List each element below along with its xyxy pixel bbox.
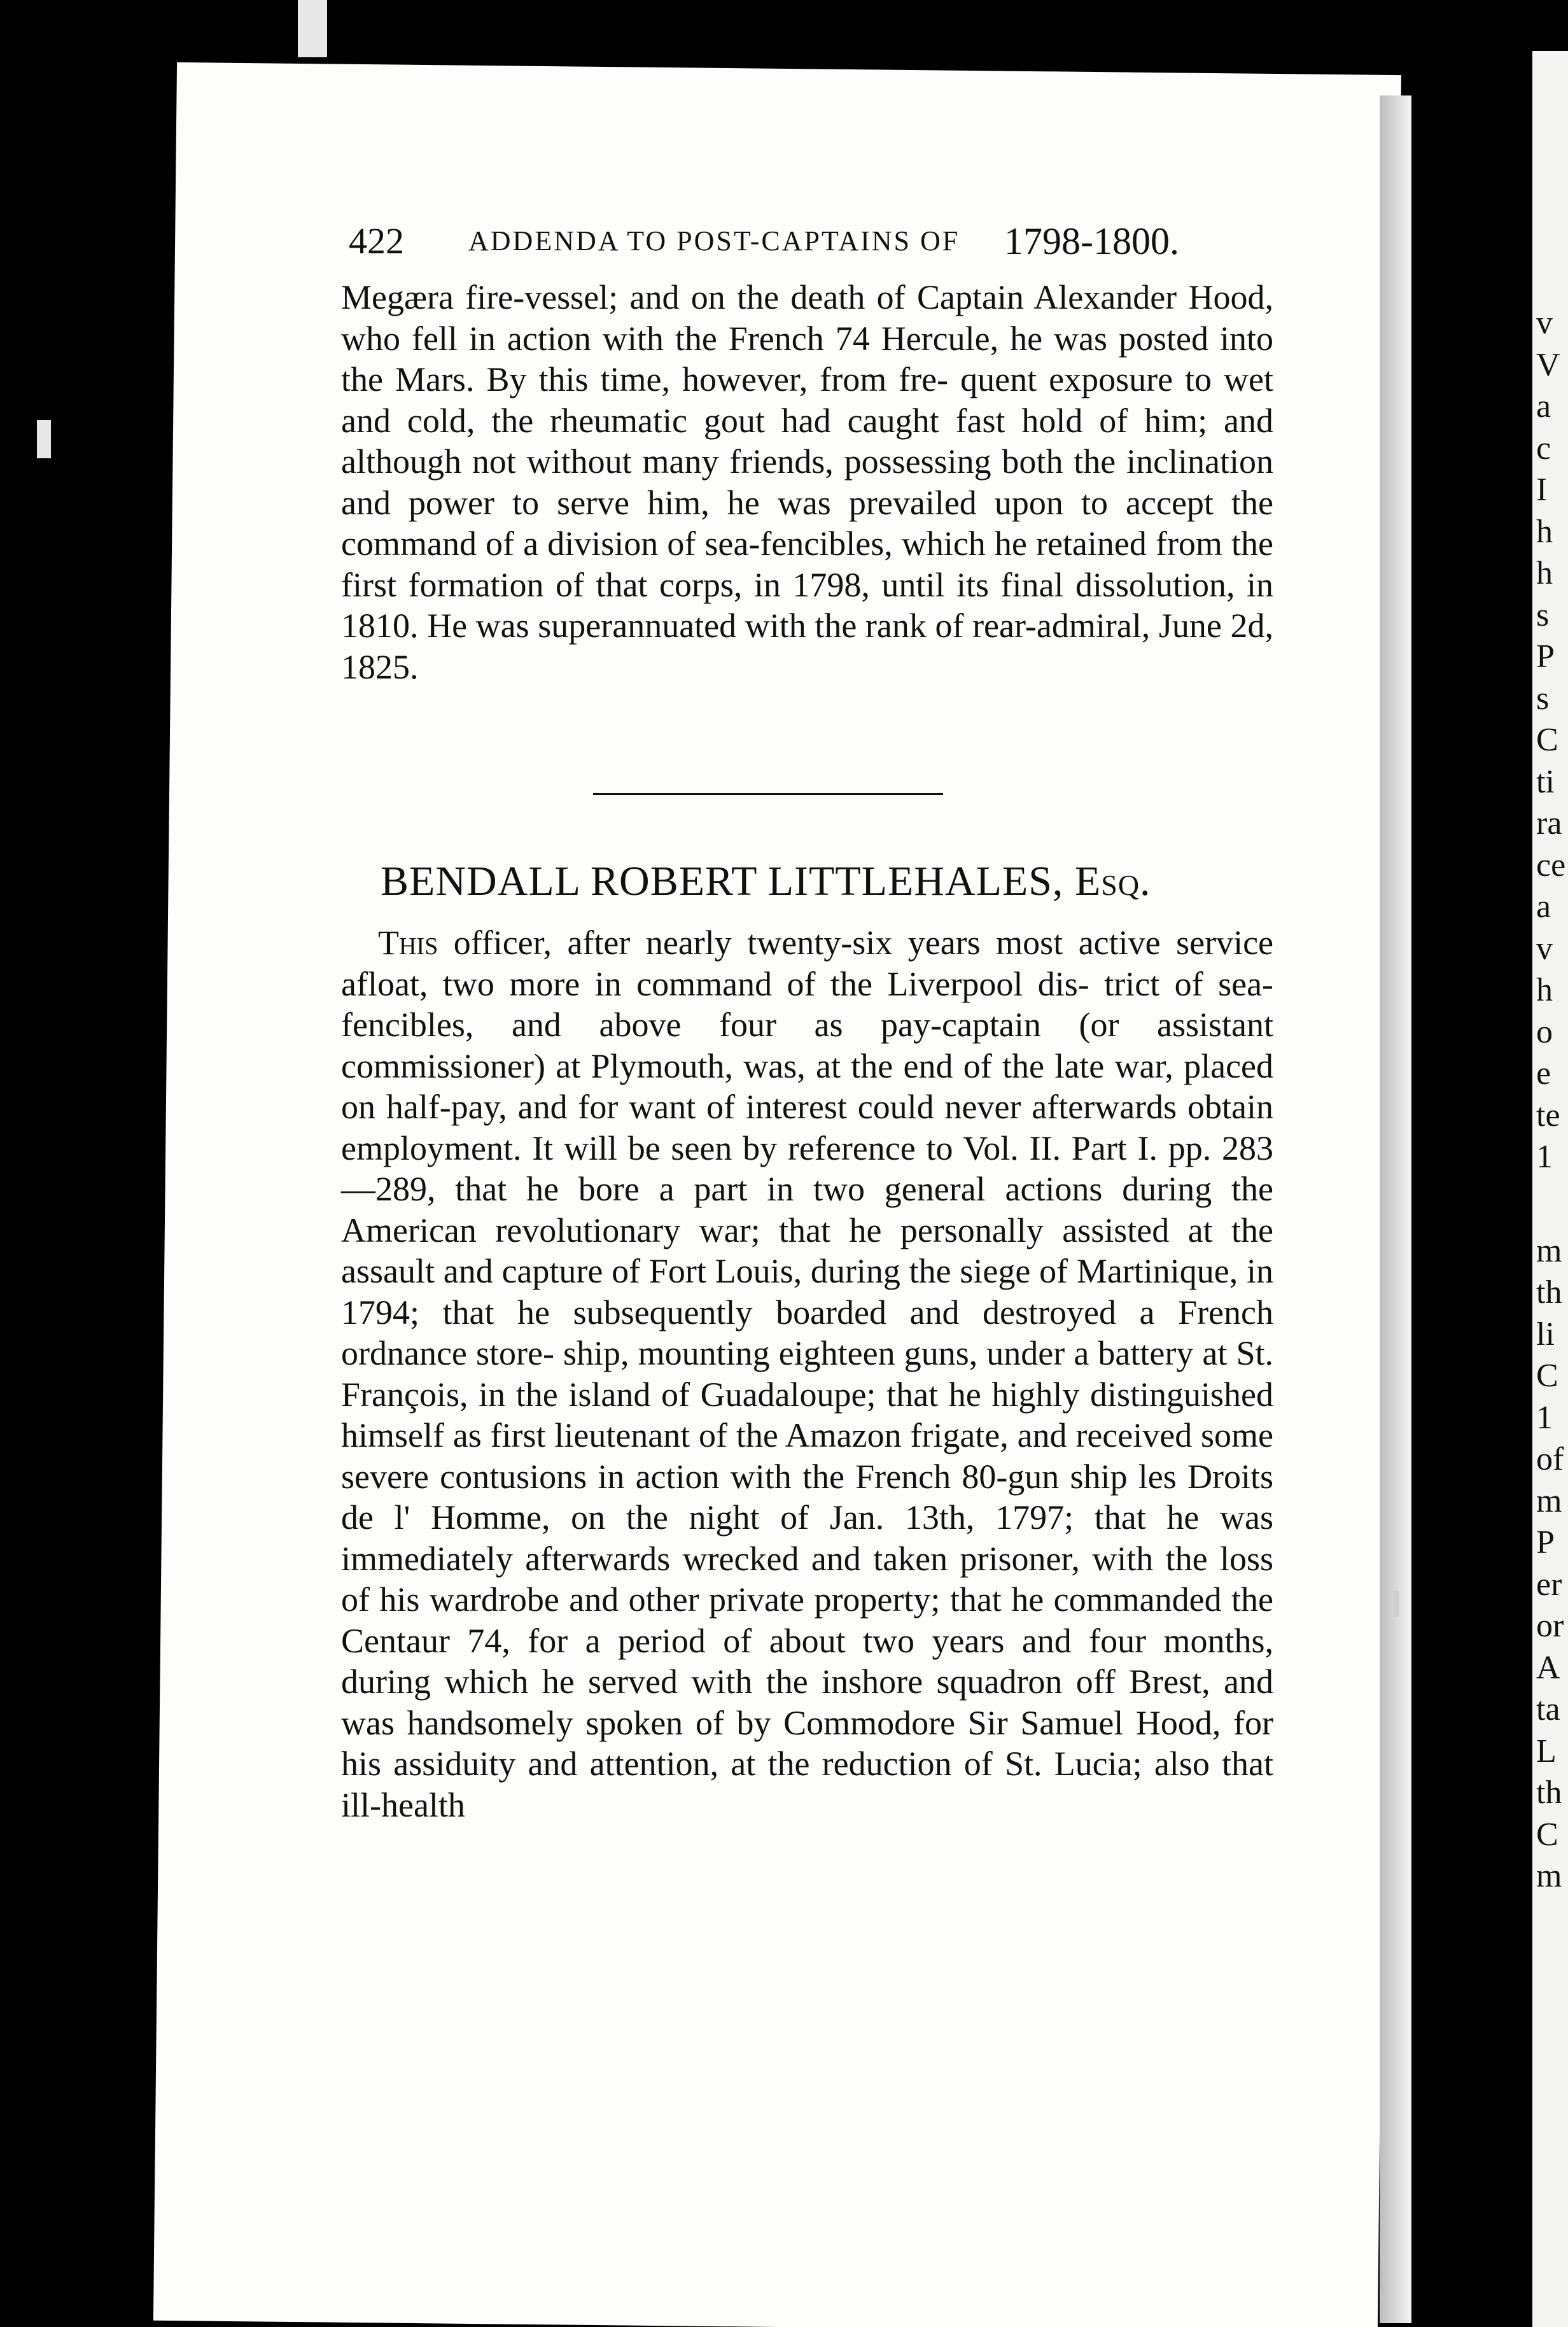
scan-speck xyxy=(37,420,51,458)
text-line: service afloat, two more in command of the Liverpool dis- xyxy=(341,924,1274,1003)
text-line: officer, after nearly twenty-six years most active xyxy=(453,924,1161,962)
text-line: never afterwards obtain employment. It will be seen by xyxy=(341,1088,1273,1167)
entry-name: BENDALL ROBERT LITTLEHALES, xyxy=(381,858,1064,904)
facing-page-letter: ra xyxy=(1536,805,1562,841)
text-line: quent exposure to wet and cold, the rheumatic gout had xyxy=(341,360,1274,440)
text-line: property; that he commanded the Centaur 74, for a period of xyxy=(341,1580,1273,1660)
text-line: in the island of Guadaloupe; that he highly distinguished xyxy=(479,1375,1273,1414)
facing-page-letter: h xyxy=(1536,555,1553,591)
entry-title-suffix: Esq. xyxy=(1074,858,1151,904)
text-line: in two general actions during the American revolutionary xyxy=(341,1170,1274,1249)
text-line: reference to Vol. II. Part I. pp. 283—289, that he bore a part xyxy=(341,1128,1274,1208)
facing-page-letter: ce xyxy=(1536,847,1566,883)
text-line: trict of sea-fencibles, and above four as pay-captain (or xyxy=(341,964,1274,1044)
facing-page-letter: P xyxy=(1536,638,1555,675)
text-line: some severe contusions in action with the French 80-gun xyxy=(341,1416,1274,1496)
running-head-years: 1798-1800. xyxy=(1004,220,1179,262)
running-head xyxy=(341,220,1273,277)
facing-page-letter: e xyxy=(1536,1055,1551,1092)
facing-page-letter: s xyxy=(1536,596,1550,633)
text-line: late war, placed on half-pay, and for want of interest could xyxy=(341,1046,1274,1126)
text-line: Fort Louis, during the siege of Martinique, in 1794; that he xyxy=(341,1252,1274,1332)
text-line: subsequently boarded and destroyed a French ordnance store- xyxy=(341,1293,1273,1372)
text-line: assistant commissioner) at Plymouth, was, at the end of the xyxy=(341,1006,1273,1085)
facing-page-letter: c xyxy=(1536,430,1551,467)
facing-page-letter: h xyxy=(1536,972,1553,1008)
page-text-column xyxy=(341,220,1273,1825)
facing-page-letter: a xyxy=(1536,388,1551,425)
text-line: June 2d, 1825. xyxy=(341,607,1274,686)
facing-page-letter: m xyxy=(1536,1482,1562,1519)
facing-page-letter: te xyxy=(1536,1097,1560,1134)
facing-page-letter: ti xyxy=(1536,763,1555,800)
text-line: 1810. He was superannuated with the rank of rear-admiral, xyxy=(341,607,1151,645)
text-line: formation of that corps, in 1798, until its final dissolution, in xyxy=(408,565,1273,604)
facing-page-letter: P xyxy=(1536,1524,1555,1561)
opening-word: This xyxy=(378,924,438,962)
text-line: was posted into the Mars. By this time, however, from fre- xyxy=(341,319,1273,398)
text-line: the inshore squadron off Brest, and was handsomely spoken xyxy=(341,1663,1274,1742)
facing-page-letter: L xyxy=(1536,1733,1557,1769)
scan-speck xyxy=(298,0,327,57)
continued-paragraph xyxy=(341,277,1273,687)
facing-page-letter: 1 xyxy=(1536,1139,1553,1175)
facing-page-letter: I xyxy=(1536,472,1548,508)
facing-page-letter: li xyxy=(1536,1316,1555,1353)
text-line: ship les Droits de l' Homme, on the night of Jan. 13th, xyxy=(341,1457,1273,1536)
text-line: friends, possessing both the inclination and power to serve xyxy=(341,442,1274,522)
text-line: ship, mounting eighteen guns, under a battery at St. François, xyxy=(341,1334,1273,1414)
facing-page-letter: m xyxy=(1536,1232,1562,1269)
facing-page-edge xyxy=(1532,51,1568,2327)
text-line: attention, at the reduction of St. Lucia; also that ill-health xyxy=(341,1745,1273,1824)
text-line: division of sea-fencibles, which he retained from the first xyxy=(341,524,1273,604)
running-head-title: ADDENDA TO POST-CAPTAINS OF xyxy=(468,225,960,257)
facing-page-letter: o xyxy=(1536,1013,1553,1050)
facing-page-letter: v xyxy=(1536,930,1553,967)
text-line: himself as first lieutenant of the Amazon frigate, and received xyxy=(341,1416,1193,1454)
text-line: taken prisoner, with the loss of his wardrobe and other private xyxy=(341,1539,1273,1619)
page-gutter-shadow xyxy=(1380,95,1411,2323)
facing-page-letter: a xyxy=(1536,889,1551,925)
facing-page-letter: 1 xyxy=(1536,1399,1553,1436)
text-line: him, he was prevailed upon to accept the command of a xyxy=(341,483,1273,563)
text-line: caught fast hold of him; and although not without many xyxy=(341,401,1273,481)
facing-page-letter: th xyxy=(1536,1274,1562,1311)
scan-speck xyxy=(1394,1591,1399,1617)
text-line: 1797; that he was immediately afterwards wrecked and xyxy=(341,1498,1274,1578)
facing-page-letter: A xyxy=(1536,1649,1560,1686)
page-number: 422 xyxy=(349,220,404,262)
facing-page-letter: er xyxy=(1536,1566,1562,1603)
facing-page-letter: ta xyxy=(1536,1691,1560,1727)
text-line: Hood, who fell in action with the French 74 Hercule, he xyxy=(341,278,1273,358)
entry-heading xyxy=(381,857,1273,906)
text-line: war; that he personally assisted at the assault and capture of xyxy=(341,1211,1273,1290)
text-line: about two years and four months, during which he served with xyxy=(341,1621,1274,1701)
facing-page-letter: C xyxy=(1536,1816,1558,1853)
facing-page-letter: C xyxy=(1536,1358,1558,1394)
facing-page-letter: m xyxy=(1536,1858,1562,1894)
text-line: Megæra fire-vessel; and on the death of Captain Alexander xyxy=(341,278,1177,316)
facing-page-letter: h xyxy=(1536,513,1553,550)
facing-page-letter: V xyxy=(1536,346,1560,383)
section-divider xyxy=(593,793,943,795)
facing-page-letter: th xyxy=(1536,1775,1562,1811)
text-line: of by Commodore Sir Samuel Hood, for his assiduity and xyxy=(341,1703,1274,1783)
facing-page-letter: C xyxy=(1536,722,1558,758)
facing-page-letter: v xyxy=(1536,305,1553,341)
facing-page-letter: or xyxy=(1536,1608,1564,1644)
facing-page-letter: of xyxy=(1536,1441,1564,1477)
facing-page-letter: s xyxy=(1536,680,1550,717)
entry-paragraph xyxy=(341,922,1273,1825)
